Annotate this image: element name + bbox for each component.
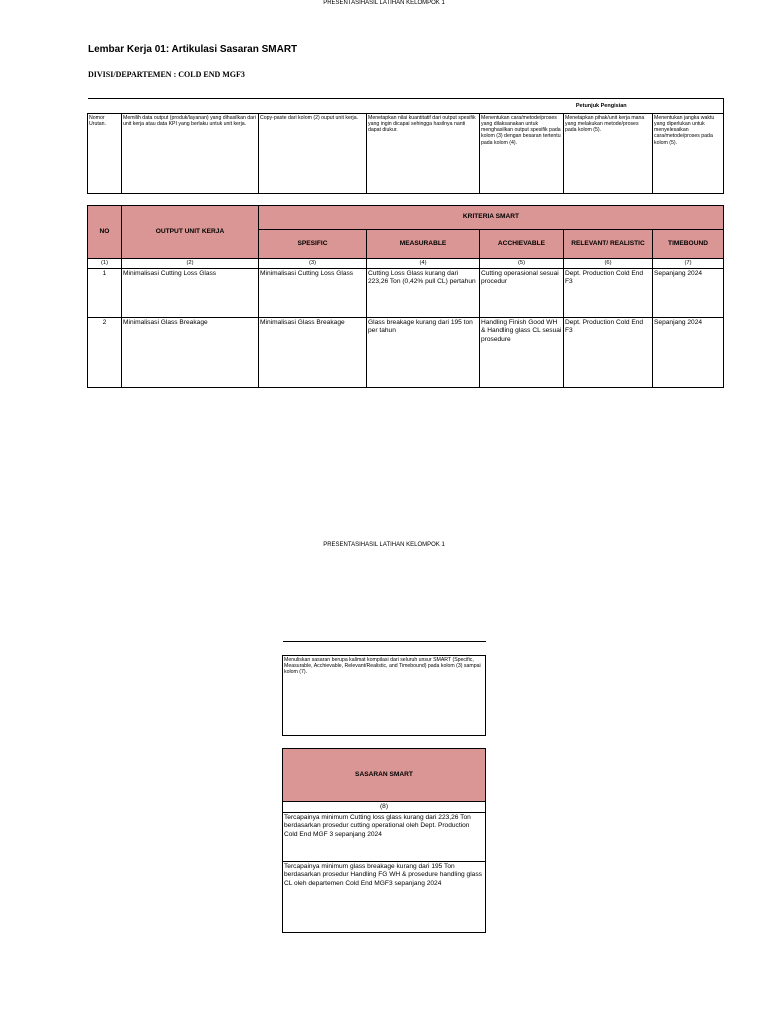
row-achievable: Handling Finish Good WH & Handling glass CL sesuai prosedure (480, 318, 564, 388)
row-spesific: Minimalisasi Cutting Loss Glass (259, 269, 367, 318)
guide-col-2: Memilih data output (produk/layanan) yang dihasilkan dari unit kerja atau data KPI yang berlaku untuk unit kerja. (122, 114, 259, 194)
sasaran-guide-text: Menuliskan sasaran berupa kalimat kompilasi dari seluruh unsur SMART (Specific, Measurable, Acchievable, Relevant/Realistic, and Timebound) pada kolom (3) sampai kolom (7). (283, 656, 486, 736)
row-measurable: Glass breakage kurang dari 195 ton per tahun (367, 318, 480, 388)
col-number: (7) (653, 259, 724, 269)
guide-table (87, 98, 724, 194)
sasaran-guide-table (282, 641, 486, 736)
worksheet-title: Lembar Kerja 01: Artikulasi Sasaran SMART (88, 44, 298, 55)
sasaran-row: Tercapainya minimum glass breakage kurang dari 195 Ton berdasarkan prosedur Handling FG WH & prosedure handling glass CL oleh departemen Cold End MGF3 sepanjang 2024 (283, 862, 486, 933)
col-number: (4) (367, 259, 480, 269)
table-row (283, 813, 486, 862)
row-no: 2 (88, 318, 122, 388)
col-header-relevant: RELEVANT/ REALISTIC (564, 230, 653, 259)
guide-blank-header (88, 99, 480, 114)
row-output: Minimalisasi Glass Breakage (122, 318, 259, 388)
col-number: (1) (88, 259, 122, 269)
division-label: DIVISI/DEPARTEMEN : COLD END MGF3 (88, 70, 245, 79)
col-header-achievable: ACCHIEVABLE (480, 230, 564, 259)
guide-heading: Petunjuk Pengisian (480, 99, 724, 114)
row-output: Minimalisasi Cutting Loss Glass (122, 269, 259, 318)
row-relevant: Dept. Production Cold End F3 (564, 269, 653, 318)
row-timebound: Sepanjang 2024 (653, 269, 724, 318)
col-header-measurable: MEASURABLE (367, 230, 480, 259)
col-number: (2) (122, 259, 259, 269)
sasaran-header: SASARAN SMART (283, 749, 486, 802)
row-timebound: Sepanjang 2024 (653, 318, 724, 388)
row-achievable: Cutting operasional sesuai procedur (480, 269, 564, 318)
row-relevant: Dept. Production Cold End F3 (564, 318, 653, 388)
row-no: 1 (88, 269, 122, 318)
smart-criteria-table (87, 205, 724, 388)
guide-col-5: Menentukan cara/metode/proses yang dilaksanakan untuk menghasilkan output spesifik pada kolom (3) dengan besaran tertentu pada kolom (4). (480, 114, 564, 194)
page-header: PRESENTASIHASIL LATIHAN KELOMPOK 1 (323, 0, 445, 6)
col-number: (5) (480, 259, 564, 269)
row-spesific: Minimalisasi Glass Breakage (259, 318, 367, 388)
col-number: (6) (564, 259, 653, 269)
guide-col-1: Nomor Urutan. (88, 114, 122, 194)
guide-col-7: Menentukan jangka waktu yang diperlukan untuk menyelesaikan cara/metode/proses pada kolom (5). (653, 114, 724, 194)
sasaran-guide-blank (283, 642, 486, 656)
guide-col-3: Copy-paste dari kolom (2) ouput unit kerja. (259, 114, 367, 194)
row-measurable: Cutting Loss Glass kurang dari 223,26 Ton (0,42% pull CL) pertahun (367, 269, 480, 318)
col-number: (8) (283, 802, 486, 813)
col-header-no: NO (88, 206, 122, 259)
table-row (88, 318, 724, 388)
col-header-kriteria: KRITERIA SMART (259, 206, 724, 230)
guide-col-4: Menetapkan nilai kuantitatif dari output spesifik yang ingin dicapai sehingga hasilnya nanti dapat diukur. (367, 114, 480, 194)
col-header-timebound: TIMEBOUND (653, 230, 724, 259)
page-header: PRESENTASIHASIL LATIHAN KELOMPOK 1 (323, 542, 445, 548)
guide-col-6: Menetapkan pihak/unit kerja mana yang melakukan metode/proses pada kolom (5). (564, 114, 653, 194)
col-header-output: OUTPUT UNIT KERJA (122, 206, 259, 259)
sasaran-row: Tercapainya minimum Cutting loss glass kurang dari 223,26 Ton berdasarkan prosedur cutting operational oleh Dept. Production Cold End MGF 3 sepanjang 2024 (283, 813, 486, 862)
table-row (88, 269, 724, 318)
col-header-spesific: SPESIFIC (259, 230, 367, 259)
sasaran-smart-table (282, 748, 486, 933)
table-row (283, 862, 486, 933)
col-number: (3) (259, 259, 367, 269)
